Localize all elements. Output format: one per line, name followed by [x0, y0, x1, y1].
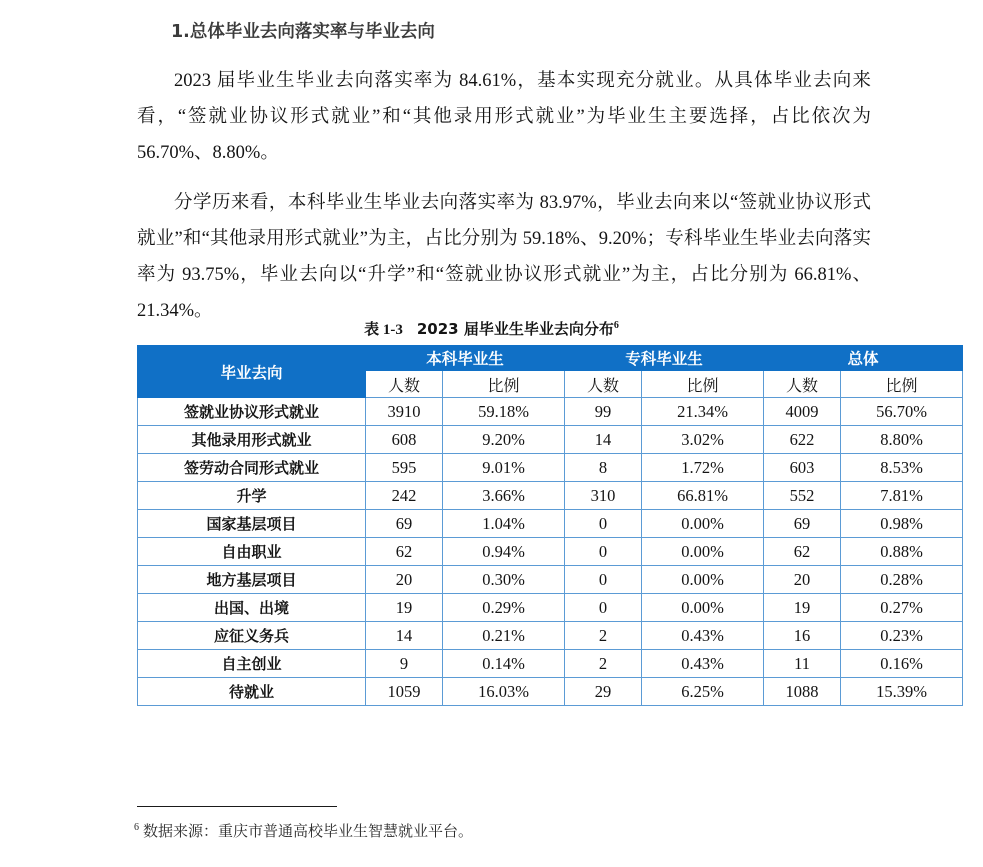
cell-destination: 地方基层项目 [138, 566, 366, 594]
cell-total-count: 622 [764, 426, 841, 454]
header-sub-college-count: 人数 [565, 371, 642, 398]
cell-undergrad-pct: 0.21% [443, 622, 565, 650]
cell-college-pct: 21.34% [642, 398, 764, 426]
cell-total-count: 4009 [764, 398, 841, 426]
cell-total-pct: 8.80% [841, 426, 963, 454]
footnote-marker: 6 [134, 822, 139, 833]
cell-undergrad-count: 14 [366, 622, 443, 650]
cell-undergrad-pct: 0.14% [443, 650, 565, 678]
table-row [138, 454, 963, 482]
cell-total-count: 603 [764, 454, 841, 482]
graduate-destination-table [137, 345, 963, 706]
cell-college-pct: 0.00% [642, 510, 764, 538]
cell-undergrad-count: 608 [366, 426, 443, 454]
table-body [138, 398, 963, 706]
table-row [138, 678, 963, 706]
table-header [138, 346, 963, 398]
cell-undergrad-pct: 0.94% [443, 538, 565, 566]
paragraph-by-degree-level: 分学历来看，本科毕业生毕业去向落实率为 83.97%，毕业去向来以“签就业协议形式就业”和“其他录用形式就业”为主，占比分别为 59.18%、9.20%；专科毕业生毕业去向落实率为 93.75%，毕业去向以“升学”和“签就业协议形式就业”为主，占比分别为 66.81%、21.34%。 [137, 192, 871, 321]
cell-total-pct: 15.39% [841, 678, 963, 706]
header-sub-undergrad-count: 人数 [366, 371, 443, 398]
header-sub-total-pct: 比例 [841, 371, 963, 398]
cell-college-count: 2 [565, 650, 642, 678]
cell-total-pct: 0.28% [841, 566, 963, 594]
table-row [138, 398, 963, 426]
cell-undergrad-pct: 3.66% [443, 482, 565, 510]
cell-undergrad-pct: 1.04% [443, 510, 565, 538]
cell-undergrad-pct: 9.01% [443, 454, 565, 482]
paragraph-overall-rate: 2023 届毕业生毕业去向落实率为 84.61%，基本实现充分就业。从具体毕业去向来看，“签就业协议形式就业”和“其他录用形式就业”为毕业生主要选择，占比依次为 56.70%、8.80%。 [137, 70, 871, 163]
cell-college-count: 29 [565, 678, 642, 706]
header-group-junior-college: 专科毕业生 [565, 346, 764, 371]
cell-total-count: 69 [764, 510, 841, 538]
header-sub-total-count: 人数 [764, 371, 841, 398]
cell-destination: 国家基层项目 [138, 510, 366, 538]
cell-undergrad-pct: 0.29% [443, 594, 565, 622]
cell-college-pct: 1.72% [642, 454, 764, 482]
cell-undergrad-count: 9 [366, 650, 443, 678]
header-destination: 毕业去向 [138, 346, 366, 398]
cell-college-pct: 66.81% [642, 482, 764, 510]
cell-undergrad-count: 242 [366, 482, 443, 510]
cell-destination: 出国、出境 [138, 594, 366, 622]
header-group-total: 总体 [764, 346, 963, 371]
table-header-row-groups [138, 346, 963, 371]
table-row [138, 426, 963, 454]
table-row [138, 538, 963, 566]
cell-undergrad-pct: 16.03% [443, 678, 565, 706]
cell-total-pct: 0.27% [841, 594, 963, 622]
cell-undergrad-pct: 59.18% [443, 398, 565, 426]
table-row [138, 650, 963, 678]
cell-college-pct: 3.02% [642, 426, 764, 454]
cell-destination: 升学 [138, 482, 366, 510]
cell-undergrad-count: 1059 [366, 678, 443, 706]
footnote [134, 816, 734, 844]
cell-college-count: 0 [565, 510, 642, 538]
footnote-separator [137, 806, 337, 807]
cell-total-count: 20 [764, 566, 841, 594]
cell-undergrad-count: 69 [366, 510, 443, 538]
cell-college-pct: 6.25% [642, 678, 764, 706]
cell-college-count: 310 [565, 482, 642, 510]
table-caption [0, 318, 983, 339]
cell-destination: 签劳动合同形式就业 [138, 454, 366, 482]
section-heading: 1.总体毕业去向落实率与毕业去向 [171, 21, 435, 42]
header-sub-college-pct: 比例 [642, 371, 764, 398]
cell-college-count: 99 [565, 398, 642, 426]
table-caption-footnote-marker: 6 [613, 320, 619, 331]
table-row [138, 510, 963, 538]
table-caption-label: 表 1-3 [364, 322, 403, 338]
cell-destination: 自由职业 [138, 538, 366, 566]
cell-undergrad-pct: 9.20% [443, 426, 565, 454]
cell-total-pct: 56.70% [841, 398, 963, 426]
cell-college-pct: 0.00% [642, 594, 764, 622]
cell-college-pct: 0.00% [642, 566, 764, 594]
cell-college-count: 0 [565, 538, 642, 566]
header-group-undergraduate: 本科毕业生 [366, 346, 565, 371]
cell-total-pct: 8.53% [841, 454, 963, 482]
header-sub-undergrad-pct: 比例 [443, 371, 565, 398]
cell-college-count: 14 [565, 426, 642, 454]
footnote-text: 数据来源：重庆市普通高校毕业生智慧就业平台。 [143, 824, 474, 840]
cell-undergrad-count: 62 [366, 538, 443, 566]
cell-college-count: 8 [565, 454, 642, 482]
table-row [138, 594, 963, 622]
cell-destination: 自主创业 [138, 650, 366, 678]
cell-total-count: 19 [764, 594, 841, 622]
table-row [138, 482, 963, 510]
cell-total-count: 16 [764, 622, 841, 650]
cell-total-count: 11 [764, 650, 841, 678]
cell-total-pct: 0.88% [841, 538, 963, 566]
cell-college-count: 2 [565, 622, 642, 650]
cell-total-pct: 0.23% [841, 622, 963, 650]
cell-total-pct: 0.16% [841, 650, 963, 678]
cell-destination: 应征义务兵 [138, 622, 366, 650]
cell-undergrad-count: 20 [366, 566, 443, 594]
table-row [138, 622, 963, 650]
cell-college-count: 0 [565, 566, 642, 594]
cell-total-count: 1088 [764, 678, 841, 706]
cell-total-pct: 7.81% [841, 482, 963, 510]
cell-destination: 签就业协议形式就业 [138, 398, 366, 426]
cell-undergrad-pct: 0.30% [443, 566, 565, 594]
cell-college-pct: 0.43% [642, 650, 764, 678]
cell-destination: 待就业 [138, 678, 366, 706]
cell-total-pct: 0.98% [841, 510, 963, 538]
cell-total-count: 552 [764, 482, 841, 510]
cell-total-count: 62 [764, 538, 841, 566]
table-caption-title: 2023 届毕业生毕业去向分布 [416, 320, 614, 338]
cell-destination: 其他录用形式就业 [138, 426, 366, 454]
distribution-table-wrapper [137, 345, 927, 706]
cell-college-pct: 0.00% [642, 538, 764, 566]
cell-undergrad-count: 19 [366, 594, 443, 622]
cell-undergrad-count: 3910 [366, 398, 443, 426]
cell-college-count: 0 [565, 594, 642, 622]
cell-undergrad-count: 595 [366, 454, 443, 482]
table-row [138, 566, 963, 594]
cell-college-pct: 0.43% [642, 622, 764, 650]
